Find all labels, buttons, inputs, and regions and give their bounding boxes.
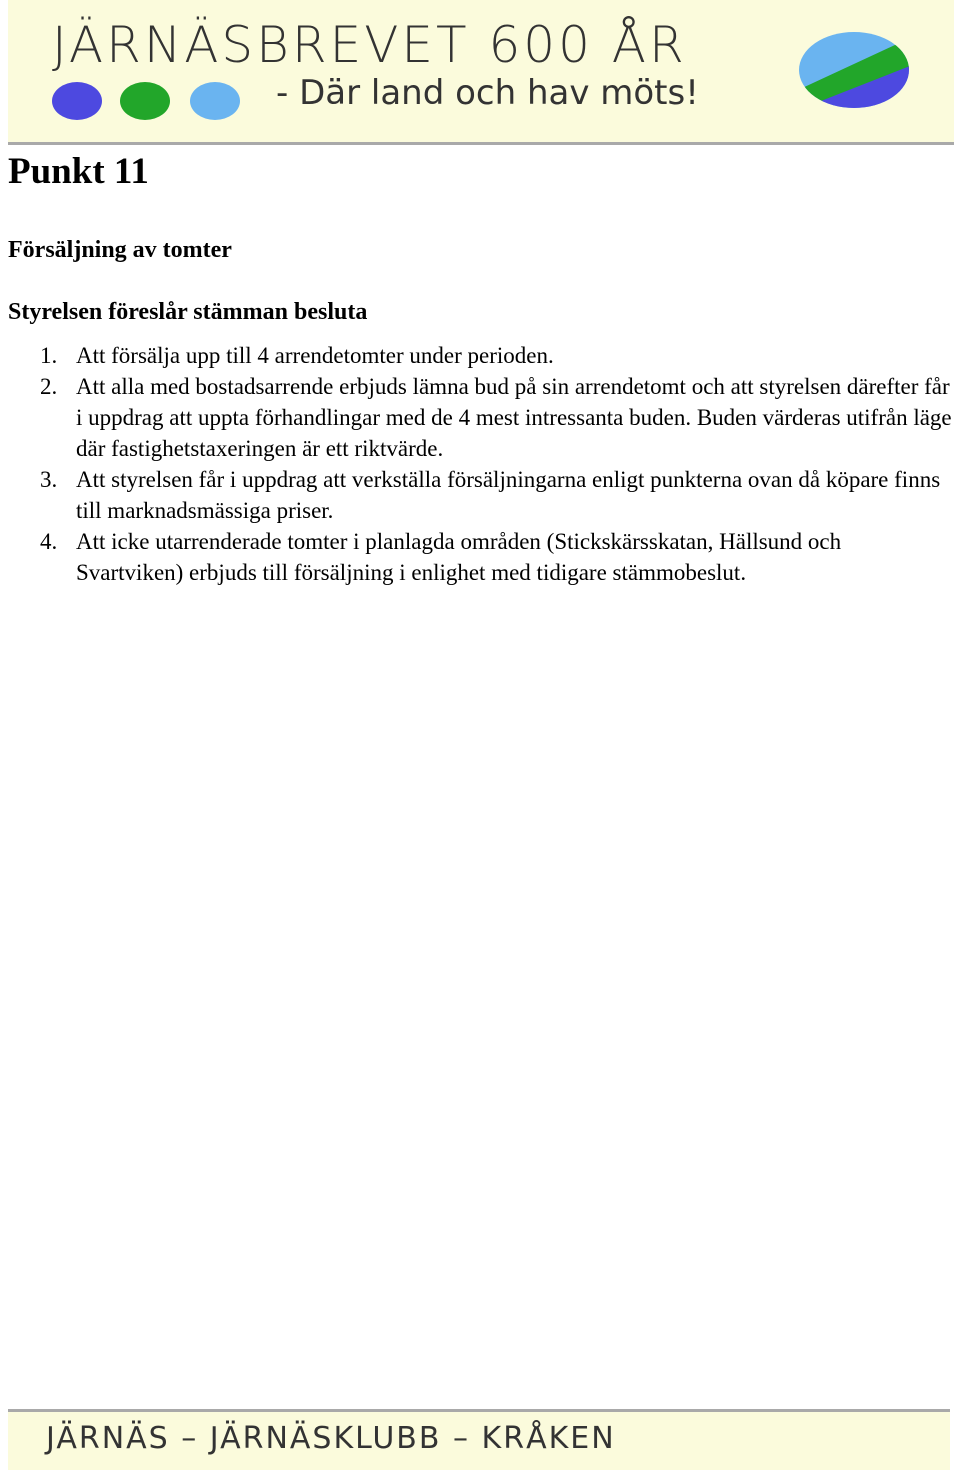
green-dot-icon [120,82,170,120]
list-item [8,371,952,464]
list-item [8,464,952,526]
footer-text: JÄRNÄS – JÄRNÄSKLUBB – KRÅKEN [46,1421,616,1456]
list-item-text: Att styrelsen får i uppdrag att verkställa försäljningarna enligt punkterna ovan då köpare finns till marknadsmässiga priser. [76,467,941,523]
list-item [8,340,952,371]
banner-title: JÄRNÄSBREVET 600 ÅR [52,16,687,74]
list-item-number: 3. [40,467,58,492]
page-title: Punkt 11 [8,151,149,192]
list-item [8,526,952,588]
light-blue-dot-icon [190,82,240,120]
footer-banner [8,1409,950,1470]
blue-dot-icon [52,82,102,120]
list-item-text: Att alla med bostadsarrende erbjuds lämna bud på sin arrendetomt och att styrelsen därefter får i uppdrag att uppta förhandlingar med de 4 mest intressanta buden. Buden värderas utifrån läge där fastighetstaxeringen är ett riktvärde. [76,374,952,461]
list-item-text: Att icke utarrenderade tomter i planlagda områden (Stickskärsskatan, Hällsund och Svartviken) erbjuds till försäljning i enlighet med tidigare stämmobeslut. [76,529,842,585]
list-item-text: Att försälja upp till 4 arrendetomter under perioden. [76,343,554,368]
globe-logo-icon [798,30,910,110]
list-item-number: 1. [40,343,58,368]
proposal-intro: Styrelsen föreslår stämman besluta [8,299,368,325]
list-item-number: 2. [40,374,58,399]
banner-subtitle: - Där land och hav möts! [276,73,699,113]
proposal-list [8,340,952,588]
header-banner [8,0,954,145]
section-subtitle: Försäljning av tomter [8,237,232,263]
list-item-number: 4. [40,529,58,554]
